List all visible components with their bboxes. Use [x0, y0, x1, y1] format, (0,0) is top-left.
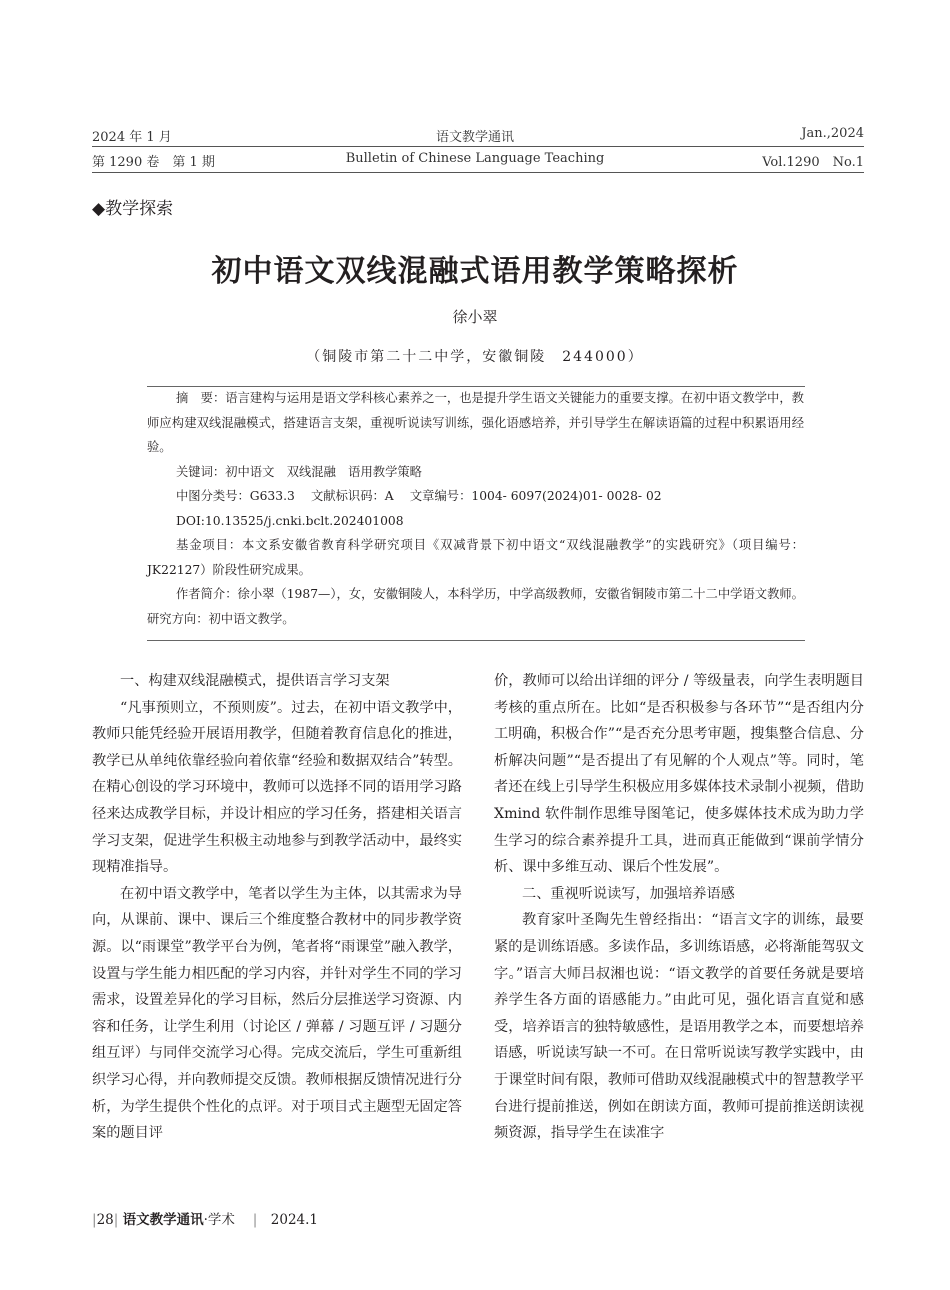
body-left-column [92, 668, 462, 1147]
header-rule-2 [92, 172, 864, 173]
abstract-bottom-rule [147, 640, 805, 641]
fund-label: 基金项目： [176, 538, 243, 552]
article-affiliation: （铜陵市第二十二中学，安徽铜陵 244000） [306, 349, 644, 365]
author-info [147, 582, 804, 631]
header-journal-en: Bulletin of Chinese Language Teaching [345, 151, 605, 166]
fund [147, 533, 804, 582]
header-rule-1 [92, 146, 864, 147]
header-journal-cn: 语文教学通讯 [435, 130, 514, 145]
abstract-label: 摘 要： [176, 391, 226, 405]
classification: 中图分类号：G633.3 文献标识码：A 文章编号：1004- 6097(2024)01- 0028- 02 [176, 489, 662, 503]
paragraph: 在初中语文教学中，笔者以学生为主体，以其需求为导向，从课前、课中、课后三个维度整合教材中的同步教学资源。以“雨课堂”教学平台为例，笔者将“雨课堂”融入教学，设置与学生能力相匹配的学习内容，并针对学生不同的学习需求，设置差异化的学习目标，然后分层推送学习资源、内容和任务，让学生利用（讨论区 / 弹幕 / 习题互评 / 习题分组互评）与同伴交流学习心得。完成交流后，学生可重新组织学习心得，并向教师提交反馈。教师根据反馈情况进行分析，为学生提供个性化的点评。对于项目式主题型无固定答案的题目评 [92, 885, 462, 1142]
footer-journal: 语文教学通讯 [122, 1212, 204, 1228]
author-info-label: 作者简介： [176, 587, 238, 601]
diamond-icon: ◆ [92, 199, 106, 219]
keywords-text: 初中语文 双线混融 语用教学策略 [225, 464, 422, 479]
article-author: 徐小翠 [452, 308, 498, 326]
doi: DOI:10.13525/j.cnki.bclt.202401008 [176, 513, 404, 528]
section-label: 教学探索 [105, 199, 174, 219]
paragraph: 教育家叶圣陶先生曾经指出：“语言文字的训练，最要紧的是训练语感。多读作品，多训练语感，必将渐能驾驭文字。”语言大师吕叔湘也说：“语文教学的首要任务就是要培养学生各方面的语感能力。”由此可见，强化语言直觉和感受，培养语言的独特敏感性，是语用教学之本，而要想培养语感，听说读写缺一不可。在日常听说读写教学实践中，由于课堂时间有限，教师可借助双线混融模式中的智慧教学平台进行提前推送，例如在朗读方面，教师可提前推送朗读视频资源，指导学生在读准字 [494, 912, 864, 1142]
section-heading-1: 一、构建双线混融模式，提供语言学习支架 [120, 673, 390, 689]
header-volume-en: Vol.1290 No.1 [762, 155, 864, 170]
fund-text: 本文系安徽省教育科学研究项目《双减背景下初中语文“双线混融教学”的实践研究》（项目编号：JK22127）阶段性研究成果。 [147, 538, 804, 577]
keywords [147, 460, 804, 485]
header-volume-cn: 第 1290 卷 第 1 期 [92, 155, 215, 170]
paragraph: “凡事预则立，不预则废”。过去，在初中语文教学中，教师只能凭经验开展语用教学，但随着教育信息化的推进，教学已从单纯依靠经验向着依靠“经验和数据双结合”转型。在精心创设的学习环境中，教师可以选择不同的语用学习路径来达成教学目标，并设计相应的学习任务，搭建相关语言学习支架，促进学生积极主动地参与到教学活动中，最终实现精准指导。 [92, 699, 462, 876]
footer-issue: 2024.1 [270, 1212, 319, 1228]
body-right-column [494, 668, 864, 1147]
header-date-en: Jan.,2024 [801, 126, 864, 141]
section-heading-2: 二、重视听说读写，加强培养语感 [522, 885, 735, 902]
section-tag [92, 194, 173, 219]
author-info-text: 徐小翠（1987—），女，安徽铜陵人，本科学历，中学高级教师，安徽省铜陵市第二十二中学语文教师。研究方向：初中语文教学。 [147, 587, 804, 626]
footer-sub: ·学术 [203, 1212, 235, 1228]
paragraph: 价，教师可以给出详细的评分 / 等级量表，向学生表明题目考核的重点所在。比如“是否积极参与各环节”“是否组内分工明确，积极合作”“是否充分思考审题，搜集整合信息、分析解决问题”“是否提出了有见解的个人观点”等。同时，笔者还在线上引导学生积极应用多媒体技术录制小视频，借助 Xmind 软件制作思维导图笔记，使多媒体技术成为助力学生学习的综合素养提升工具，进而真正能做到“课前学情分析、课中多维互动、课后个性发展”。 [494, 673, 864, 876]
page-footer: |28| 语文教学通讯·学术 | 2024.1 [92, 1212, 319, 1228]
abstract-box [147, 386, 804, 631]
article-title: 初中语文双线混融式语用教学策略探析 [211, 254, 739, 289]
abstract-text: 语言建构与运用是语文学科核心素养之一，也是提升学生语文关键能力的重要支撑。在初中语文教学中，教师应构建双线混融模式，搭建语言支架，重视听说读写训练，强化语感培养，并引导学生在解读语篇的过程中积累语用经验。 [147, 391, 804, 454]
abstract [147, 386, 804, 460]
keywords-label: 关键词： [176, 464, 226, 479]
page-number: 28 [96, 1212, 114, 1228]
header-date-cn: 2024 年 1 月 [92, 130, 172, 145]
